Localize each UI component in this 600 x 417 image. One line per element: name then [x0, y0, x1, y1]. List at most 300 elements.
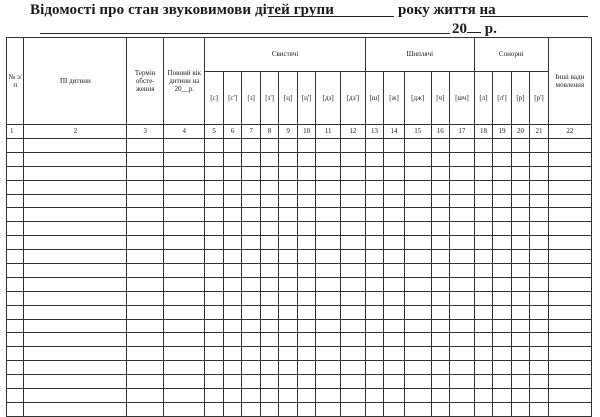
- table-cell[interactable]: [242, 152, 261, 166]
- table-cell[interactable]: [548, 264, 591, 278]
- table-cell[interactable]: [450, 361, 475, 375]
- table-cell[interactable]: [24, 180, 127, 194]
- table-cell[interactable]: [279, 139, 298, 153]
- table-cell[interactable]: [24, 139, 127, 153]
- table-cell[interactable]: [341, 139, 366, 153]
- table-cell[interactable]: [242, 236, 261, 250]
- table-cell[interactable]: [450, 305, 475, 319]
- table-cell[interactable]: [511, 375, 530, 389]
- table-cell[interactable]: [297, 305, 316, 319]
- table-cell[interactable]: [511, 347, 530, 361]
- table-cell[interactable]: [404, 361, 431, 375]
- table-cell[interactable]: [260, 194, 279, 208]
- table-cell[interactable]: [7, 277, 24, 291]
- table-cell[interactable]: [164, 250, 205, 264]
- table-cell[interactable]: [384, 264, 405, 278]
- table-cell[interactable]: [164, 139, 205, 153]
- table-cell[interactable]: [384, 180, 405, 194]
- table-cell[interactable]: [493, 139, 512, 153]
- table-cell[interactable]: [404, 180, 431, 194]
- table-cell[interactable]: [297, 236, 316, 250]
- table-cell[interactable]: [24, 402, 127, 416]
- table-cell[interactable]: [548, 277, 591, 291]
- table-cell[interactable]: [493, 277, 512, 291]
- table-cell[interactable]: [260, 347, 279, 361]
- table-cell[interactable]: [279, 375, 298, 389]
- table-cell[interactable]: [474, 389, 493, 403]
- table-cell[interactable]: [164, 402, 205, 416]
- table-cell[interactable]: [205, 389, 224, 403]
- table-cell[interactable]: [474, 319, 493, 333]
- table-cell[interactable]: [279, 166, 298, 180]
- table-cell[interactable]: [384, 291, 405, 305]
- table-cell[interactable]: [530, 152, 549, 166]
- table-cell[interactable]: [474, 236, 493, 250]
- table-cell[interactable]: [365, 236, 384, 250]
- table-cell[interactable]: [164, 361, 205, 375]
- table-cell[interactable]: [530, 333, 549, 347]
- table-cell[interactable]: [474, 264, 493, 278]
- table-cell[interactable]: [164, 166, 205, 180]
- table-cell[interactable]: [384, 389, 405, 403]
- table-cell[interactable]: [297, 152, 316, 166]
- table-cell[interactable]: [24, 222, 127, 236]
- table-cell[interactable]: [474, 152, 493, 166]
- table-cell[interactable]: [493, 222, 512, 236]
- table-cell[interactable]: [365, 139, 384, 153]
- table-cell[interactable]: [127, 402, 164, 416]
- table-cell[interactable]: [7, 166, 24, 180]
- table-cell[interactable]: [223, 180, 242, 194]
- table-cell[interactable]: [431, 277, 450, 291]
- table-cell[interactable]: [450, 222, 475, 236]
- table-cell[interactable]: [316, 305, 341, 319]
- table-cell[interactable]: [164, 236, 205, 250]
- table-cell[interactable]: [474, 375, 493, 389]
- table-cell[interactable]: [365, 264, 384, 278]
- table-cell[interactable]: [24, 319, 127, 333]
- table-cell[interactable]: [404, 194, 431, 208]
- table-cell[interactable]: [260, 389, 279, 403]
- table-cell[interactable]: [242, 180, 261, 194]
- table-cell[interactable]: [223, 347, 242, 361]
- table-cell[interactable]: [164, 194, 205, 208]
- table-cell[interactable]: [260, 291, 279, 305]
- table-cell[interactable]: [431, 152, 450, 166]
- table-cell[interactable]: [242, 250, 261, 264]
- table-cell[interactable]: [384, 208, 405, 222]
- table-cell[interactable]: [341, 375, 366, 389]
- table-cell[interactable]: [7, 361, 24, 375]
- table-cell[interactable]: [474, 305, 493, 319]
- table-cell[interactable]: [127, 375, 164, 389]
- table-cell[interactable]: [404, 236, 431, 250]
- table-cell[interactable]: [431, 333, 450, 347]
- table-cell[interactable]: [365, 361, 384, 375]
- table-cell[interactable]: [7, 333, 24, 347]
- table-cell[interactable]: [474, 333, 493, 347]
- table-cell[interactable]: [223, 402, 242, 416]
- table-cell[interactable]: [297, 333, 316, 347]
- table-cell[interactable]: [164, 319, 205, 333]
- table-cell[interactable]: [548, 319, 591, 333]
- table-cell[interactable]: [260, 402, 279, 416]
- table-cell[interactable]: [384, 166, 405, 180]
- table-cell[interactable]: [493, 347, 512, 361]
- table-cell[interactable]: [316, 319, 341, 333]
- table-cell[interactable]: [384, 305, 405, 319]
- table-cell[interactable]: [279, 250, 298, 264]
- table-cell[interactable]: [205, 402, 224, 416]
- table-cell[interactable]: [530, 139, 549, 153]
- table-cell[interactable]: [431, 361, 450, 375]
- table-cell[interactable]: [548, 361, 591, 375]
- table-cell[interactable]: [316, 402, 341, 416]
- group-blank-line[interactable]: [268, 16, 394, 17]
- table-cell[interactable]: [260, 139, 279, 153]
- table-cell[interactable]: [316, 333, 341, 347]
- table-cell[interactable]: [223, 139, 242, 153]
- table-cell[interactable]: [341, 236, 366, 250]
- table-cell[interactable]: [223, 333, 242, 347]
- table-cell[interactable]: [365, 291, 384, 305]
- table-cell[interactable]: [341, 208, 366, 222]
- table-cell[interactable]: [127, 305, 164, 319]
- table-cell[interactable]: [223, 375, 242, 389]
- table-cell[interactable]: [548, 166, 591, 180]
- table-cell[interactable]: [365, 402, 384, 416]
- table-cell[interactable]: [242, 166, 261, 180]
- table-cell[interactable]: [279, 194, 298, 208]
- table-cell[interactable]: [24, 305, 127, 319]
- table-cell[interactable]: [242, 389, 261, 403]
- table-cell[interactable]: [24, 208, 127, 222]
- table-cell[interactable]: [530, 361, 549, 375]
- table-cell[interactable]: [548, 236, 591, 250]
- table-cell[interactable]: [242, 347, 261, 361]
- table-cell[interactable]: [511, 361, 530, 375]
- table-cell[interactable]: [493, 333, 512, 347]
- table-cell[interactable]: [493, 250, 512, 264]
- table-cell[interactable]: [450, 389, 475, 403]
- table-cell[interactable]: [316, 166, 341, 180]
- table-cell[interactable]: [511, 236, 530, 250]
- table-cell[interactable]: [431, 402, 450, 416]
- table-cell[interactable]: [242, 208, 261, 222]
- table-cell[interactable]: [341, 180, 366, 194]
- table-cell[interactable]: [260, 375, 279, 389]
- table-cell[interactable]: [450, 291, 475, 305]
- table-cell[interactable]: [24, 264, 127, 278]
- table-cell[interactable]: [548, 139, 591, 153]
- table-cell[interactable]: [297, 402, 316, 416]
- table-cell[interactable]: [431, 250, 450, 264]
- table-cell[interactable]: [530, 264, 549, 278]
- table-cell[interactable]: [316, 250, 341, 264]
- table-cell[interactable]: [341, 305, 366, 319]
- table-cell[interactable]: [297, 347, 316, 361]
- table-cell[interactable]: [404, 333, 431, 347]
- table-cell[interactable]: [365, 389, 384, 403]
- table-cell[interactable]: [260, 361, 279, 375]
- table-cell[interactable]: [205, 347, 224, 361]
- table-cell[interactable]: [493, 389, 512, 403]
- table-cell[interactable]: [205, 375, 224, 389]
- table-cell[interactable]: [164, 389, 205, 403]
- table-cell[interactable]: [530, 389, 549, 403]
- table-cell[interactable]: [548, 208, 591, 222]
- table-cell[interactable]: [404, 264, 431, 278]
- table-cell[interactable]: [279, 333, 298, 347]
- table-cell[interactable]: [431, 291, 450, 305]
- table-cell[interactable]: [493, 361, 512, 375]
- table-cell[interactable]: [24, 291, 127, 305]
- table-cell[interactable]: [511, 222, 530, 236]
- table-cell[interactable]: [24, 166, 127, 180]
- table-cell[interactable]: [384, 250, 405, 264]
- table-cell[interactable]: [530, 277, 549, 291]
- table-cell[interactable]: [7, 208, 24, 222]
- table-cell[interactable]: [384, 236, 405, 250]
- table-cell[interactable]: [24, 389, 127, 403]
- table-cell[interactable]: [223, 361, 242, 375]
- table-cell[interactable]: [316, 361, 341, 375]
- table-cell[interactable]: [24, 277, 127, 291]
- table-cell[interactable]: [530, 305, 549, 319]
- table-cell[interactable]: [530, 250, 549, 264]
- table-cell[interactable]: [450, 250, 475, 264]
- table-cell[interactable]: [127, 333, 164, 347]
- table-cell[interactable]: [205, 180, 224, 194]
- table-cell[interactable]: [450, 139, 475, 153]
- table-cell[interactable]: [316, 222, 341, 236]
- table-cell[interactable]: [493, 264, 512, 278]
- table-cell[interactable]: [530, 194, 549, 208]
- table-cell[interactable]: [493, 208, 512, 222]
- table-cell[interactable]: [530, 208, 549, 222]
- table-cell[interactable]: [223, 277, 242, 291]
- table-cell[interactable]: [511, 333, 530, 347]
- table-cell[interactable]: [297, 277, 316, 291]
- table-cell[interactable]: [431, 208, 450, 222]
- table-cell[interactable]: [7, 402, 24, 416]
- table-cell[interactable]: [164, 347, 205, 361]
- table-cell[interactable]: [548, 333, 591, 347]
- table-cell[interactable]: [24, 194, 127, 208]
- table-cell[interactable]: [164, 291, 205, 305]
- table-cell[interactable]: [279, 291, 298, 305]
- table-cell[interactable]: [404, 222, 431, 236]
- table-cell[interactable]: [297, 361, 316, 375]
- table-cell[interactable]: [316, 347, 341, 361]
- table-cell[interactable]: [242, 222, 261, 236]
- table-cell[interactable]: [474, 347, 493, 361]
- table-cell[interactable]: [279, 180, 298, 194]
- table-cell[interactable]: [297, 166, 316, 180]
- table-cell[interactable]: [297, 222, 316, 236]
- table-cell[interactable]: [511, 152, 530, 166]
- table-cell[interactable]: [404, 152, 431, 166]
- table-cell[interactable]: [431, 264, 450, 278]
- table-cell[interactable]: [205, 291, 224, 305]
- table-cell[interactable]: [164, 222, 205, 236]
- table-cell[interactable]: [297, 139, 316, 153]
- table-cell[interactable]: [365, 166, 384, 180]
- table-cell[interactable]: [164, 152, 205, 166]
- table-cell[interactable]: [404, 375, 431, 389]
- table-cell[interactable]: [316, 152, 341, 166]
- table-cell[interactable]: [341, 291, 366, 305]
- table-cell[interactable]: [223, 194, 242, 208]
- table-cell[interactable]: [404, 347, 431, 361]
- table-cell[interactable]: [7, 264, 24, 278]
- table-cell[interactable]: [242, 333, 261, 347]
- table-cell[interactable]: [548, 389, 591, 403]
- table-cell[interactable]: [316, 264, 341, 278]
- table-cell[interactable]: [260, 208, 279, 222]
- table-cell[interactable]: [474, 166, 493, 180]
- table-cell[interactable]: [223, 291, 242, 305]
- table-cell[interactable]: [260, 319, 279, 333]
- table-cell[interactable]: [205, 166, 224, 180]
- table-cell[interactable]: [205, 333, 224, 347]
- table-cell[interactable]: [223, 250, 242, 264]
- table-cell[interactable]: [511, 277, 530, 291]
- table-cell[interactable]: [260, 222, 279, 236]
- table-cell[interactable]: [127, 250, 164, 264]
- table-cell[interactable]: [365, 277, 384, 291]
- table-cell[interactable]: [474, 194, 493, 208]
- table-cell[interactable]: [365, 319, 384, 333]
- table-cell[interactable]: [316, 180, 341, 194]
- table-cell[interactable]: [127, 166, 164, 180]
- table-cell[interactable]: [164, 305, 205, 319]
- table-cell[interactable]: [260, 333, 279, 347]
- table-cell[interactable]: [450, 208, 475, 222]
- table-cell[interactable]: [384, 319, 405, 333]
- table-cell[interactable]: [511, 208, 530, 222]
- table-cell[interactable]: [279, 208, 298, 222]
- table-cell[interactable]: [127, 194, 164, 208]
- table-cell[interactable]: [431, 375, 450, 389]
- table-cell[interactable]: [404, 402, 431, 416]
- table-cell[interactable]: [511, 305, 530, 319]
- table-cell[interactable]: [205, 222, 224, 236]
- table-cell[interactable]: [127, 361, 164, 375]
- table-cell[interactable]: [450, 277, 475, 291]
- table-cell[interactable]: [279, 236, 298, 250]
- table-cell[interactable]: [548, 305, 591, 319]
- table-cell[interactable]: [384, 139, 405, 153]
- table-cell[interactable]: [279, 305, 298, 319]
- table-cell[interactable]: [7, 222, 24, 236]
- table-cell[interactable]: [431, 139, 450, 153]
- table-cell[interactable]: [474, 139, 493, 153]
- date-blank-line[interactable]: [480, 16, 588, 17]
- table-cell[interactable]: [242, 402, 261, 416]
- table-cell[interactable]: [341, 319, 366, 333]
- table-cell[interactable]: [127, 291, 164, 305]
- table-cell[interactable]: [127, 319, 164, 333]
- table-cell[interactable]: [24, 347, 127, 361]
- table-cell[interactable]: [450, 152, 475, 166]
- table-cell[interactable]: [530, 402, 549, 416]
- table-cell[interactable]: [7, 152, 24, 166]
- table-cell[interactable]: [548, 375, 591, 389]
- table-cell[interactable]: [548, 152, 591, 166]
- table-cell[interactable]: [223, 222, 242, 236]
- table-cell[interactable]: [24, 375, 127, 389]
- table-cell[interactable]: [384, 222, 405, 236]
- table-cell[interactable]: [548, 222, 591, 236]
- table-cell[interactable]: [474, 208, 493, 222]
- table-cell[interactable]: [384, 333, 405, 347]
- table-cell[interactable]: [365, 152, 384, 166]
- table-cell[interactable]: [242, 375, 261, 389]
- table-cell[interactable]: [511, 389, 530, 403]
- table-cell[interactable]: [297, 375, 316, 389]
- table-cell[interactable]: [316, 277, 341, 291]
- table-cell[interactable]: [297, 194, 316, 208]
- table-cell[interactable]: [242, 139, 261, 153]
- table-cell[interactable]: [384, 375, 405, 389]
- table-cell[interactable]: [341, 194, 366, 208]
- year-blank[interactable]: [467, 20, 481, 33]
- table-cell[interactable]: [365, 250, 384, 264]
- table-cell[interactable]: [365, 180, 384, 194]
- table-cell[interactable]: [431, 319, 450, 333]
- table-cell[interactable]: [164, 375, 205, 389]
- table-cell[interactable]: [341, 277, 366, 291]
- table-cell[interactable]: [205, 194, 224, 208]
- table-cell[interactable]: [279, 222, 298, 236]
- table-cell[interactable]: [384, 277, 405, 291]
- table-cell[interactable]: [127, 236, 164, 250]
- table-cell[interactable]: [474, 361, 493, 375]
- table-cell[interactable]: [493, 291, 512, 305]
- table-cell[interactable]: [242, 319, 261, 333]
- table-cell[interactable]: [223, 264, 242, 278]
- table-cell[interactable]: [223, 236, 242, 250]
- table-cell[interactable]: [205, 152, 224, 166]
- table-cell[interactable]: [7, 319, 24, 333]
- table-cell[interactable]: [365, 208, 384, 222]
- table-cell[interactable]: [127, 264, 164, 278]
- table-cell[interactable]: [205, 250, 224, 264]
- table-cell[interactable]: [511, 402, 530, 416]
- table-cell[interactable]: [404, 291, 431, 305]
- table-cell[interactable]: [205, 208, 224, 222]
- table-cell[interactable]: [450, 347, 475, 361]
- table-cell[interactable]: [260, 264, 279, 278]
- table-cell[interactable]: [450, 236, 475, 250]
- table-cell[interactable]: [431, 166, 450, 180]
- table-cell[interactable]: [127, 347, 164, 361]
- table-cell[interactable]: [365, 222, 384, 236]
- table-cell[interactable]: [431, 222, 450, 236]
- table-cell[interactable]: [7, 375, 24, 389]
- table-cell[interactable]: [260, 277, 279, 291]
- table-cell[interactable]: [474, 222, 493, 236]
- table-cell[interactable]: [493, 402, 512, 416]
- table-cell[interactable]: [474, 277, 493, 291]
- table-cell[interactable]: [450, 333, 475, 347]
- table-cell[interactable]: [530, 180, 549, 194]
- table-cell[interactable]: [530, 347, 549, 361]
- table-cell[interactable]: [404, 305, 431, 319]
- table-cell[interactable]: [297, 389, 316, 403]
- table-cell[interactable]: [316, 139, 341, 153]
